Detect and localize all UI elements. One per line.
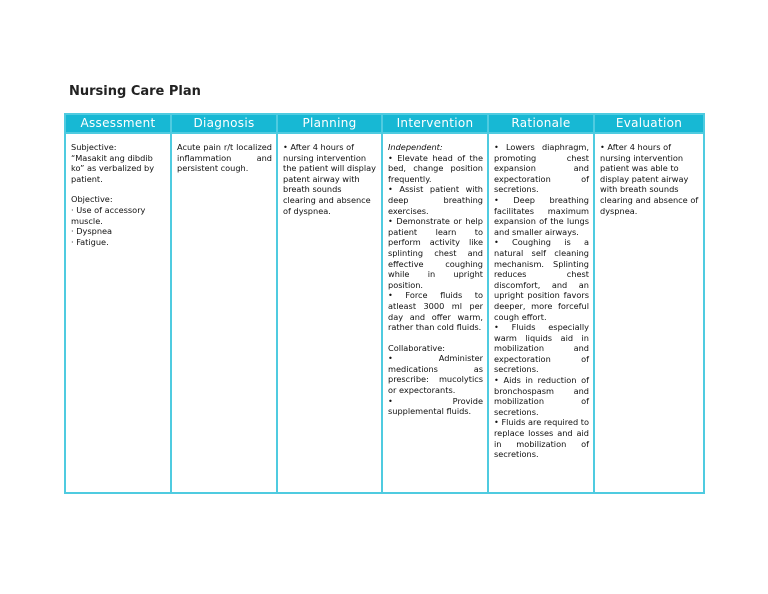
intervention-item: • Elevate head of the bed, change position frequently. — [388, 152, 483, 184]
evaluation-column — [595, 115, 703, 492]
intervention-item: • Administer medications as prescribe: mucolytics or expectorants. — [388, 353, 483, 396]
evaluation-header: Evaluation — [595, 115, 703, 132]
assessment-header: Assessment — [66, 115, 170, 132]
rationale-item: • Aids in reduction of bronchospasm and mobilization of secretions. — [494, 375, 589, 417]
diagnosis-header: Diagnosis — [172, 115, 276, 132]
independent-label: Independent: — [388, 142, 443, 152]
intervention-column — [383, 115, 487, 492]
rationale-item: • Fluids especially warm liquids aid in mobilization and expectoration of secretions. — [494, 322, 589, 375]
planning-column — [278, 115, 381, 492]
intervention-header: Intervention — [383, 115, 487, 132]
rationale-item: • Lowers diaphragm, promoting chest expansion and expectoration of secretions. — [494, 142, 589, 195]
collaborative-label: Collaborative: — [388, 342, 446, 353]
intervention-item: • Demonstrate or help patient learn to perform activity like splinting chest and effective coughing while in upright position. — [388, 216, 483, 290]
rationale-column — [489, 115, 593, 492]
planning-text: • After 4 hours of nursing intervention the patient will display patent airway with breath sounds clearing and absence of dyspnea. — [283, 142, 376, 216]
assessment-cell — [66, 134, 170, 492]
intervention-item: • Provide supplemental fluids. — [388, 395, 483, 417]
diagnosis-cell — [172, 134, 276, 492]
evaluation-text: • After 4 hours of nursing intervention patient was able to display patent airway with breath sounds clearing and absence of dyspnea. — [600, 142, 699, 216]
objective-item: · Fatigue. — [71, 236, 109, 247]
care-plan-table — [64, 113, 705, 494]
rationale-item: • Deep breathing facilitates maximum expansion of the lungs and smaller airways. — [494, 194, 589, 237]
diagnosis-column — [172, 115, 276, 492]
intervention-cell — [383, 134, 487, 492]
intervention-item: • Assist patient with deep breathing exercises. — [388, 184, 483, 216]
rationale-cell — [489, 134, 593, 492]
diagnosis-text: Acute pain r/t localized inflammation and persistent cough. — [177, 142, 272, 174]
subjective-label: Subjective: — [71, 142, 117, 152]
rationale-item: • Fluids are required to replace losses and aid in mobilization of secretions. — [494, 417, 589, 460]
document-title: Nursing Care Plan — [69, 84, 201, 99]
objective-item: · Use of accessory muscle. — [71, 204, 146, 226]
objective-label: Objective: — [71, 194, 113, 205]
subjective-text: “Masakit ang dibdib ko” as verbalized by patient. — [71, 152, 155, 184]
intervention-item: • Force fluids to atleast 3000 ml per day and offer warm, rather than cold fluids. — [388, 290, 483, 333]
rationale-item: • Coughing is a natural self cleaning mechanism. Splinting reduces chest discomfort, and an upright position favors deeper, more forceful cough effort. — [494, 237, 589, 322]
objective-item: · Dyspnea — [71, 226, 113, 237]
rationale-header: Rationale — [489, 115, 593, 132]
evaluation-cell — [595, 134, 703, 492]
assessment-column — [66, 115, 170, 492]
planning-header: Planning — [278, 115, 381, 132]
planning-cell — [278, 134, 381, 492]
